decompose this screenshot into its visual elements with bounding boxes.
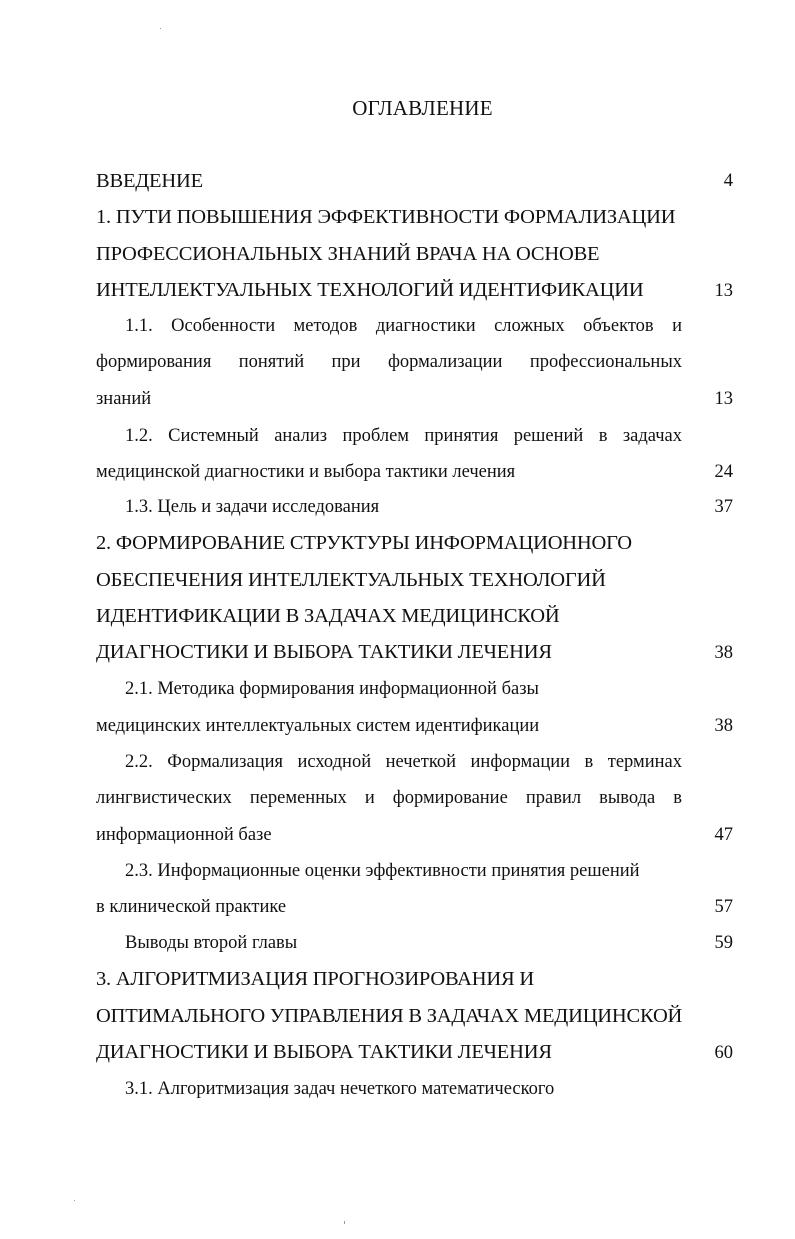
- toc-line: 1.1. Особенности методов диагностики сложных объектов и: [125, 316, 682, 336]
- toc-line: медицинских интеллектуальных систем идентификации: [96, 716, 540, 736]
- toc-page-number: 60: [714, 1043, 733, 1063]
- toc-line: знаний: [96, 389, 152, 409]
- toc-page-number: 38: [714, 716, 733, 736]
- toc-line: 2.3. Информационные оценки эффективности принятия решений: [125, 861, 640, 881]
- toc-line: ВВЕДЕНИЕ: [96, 170, 203, 192]
- toc-line: ДИАГНОСТИКИ И ВЫБОРА ТАКТИКИ ЛЕЧЕНИЯ: [96, 641, 552, 663]
- toc-line: ИДЕНТИФИКАЦИИ В ЗАДАЧАХ МЕДИЦИНСКОЙ: [96, 605, 560, 627]
- toc-page-number: 24: [714, 462, 733, 482]
- toc-line: 3.1. Алгоритмизация задач нечеткого математического: [125, 1079, 555, 1099]
- toc-line: 2.2. Формализация исходной нечеткой информации в терминах: [125, 752, 682, 772]
- toc-line: 2. ФОРМИРОВАНИЕ СТРУКТУРЫ ИНФОРМАЦИОННОГО: [96, 532, 632, 554]
- toc-line: 1.2. Системный анализ проблем принятия решений в задачах: [125, 426, 682, 446]
- toc-page-number: 4: [723, 171, 733, 191]
- toc-line: формирования понятий при формализации профессиональных: [96, 352, 682, 372]
- toc-line: ИНТЕЛЛЕКТУАЛЬНЫХ ТЕХНОЛОГИЙ ИДЕНТИФИКАЦИИ: [96, 279, 644, 301]
- scan-speck: [160, 28, 161, 29]
- toc-page-number: 59: [714, 933, 733, 953]
- scan-speck: [344, 1221, 345, 1224]
- toc-page-number: 38: [714, 643, 733, 663]
- toc-line: 1. ПУТИ ПОВЫШЕНИЯ ЭФФЕКТИВНОСТИ ФОРМАЛИЗАЦИИ: [96, 206, 676, 228]
- toc-page-number: 37: [714, 497, 733, 517]
- toc-page-number: 13: [714, 389, 733, 409]
- toc-page-number: 57: [714, 897, 733, 917]
- toc-line: ОБЕСПЕЧЕНИЯ ИНТЕЛЛЕКТУАЛЬНЫХ ТЕХНОЛОГИЙ: [96, 569, 606, 591]
- toc-line: лингвистических переменных и формирование правил вывода в: [96, 788, 682, 808]
- toc-line: Выводы второй главы: [125, 933, 298, 953]
- toc-page-number: 47: [714, 825, 733, 845]
- toc-line: 1.3. Цель и задачи исследования: [125, 497, 380, 517]
- toc-line: информационной базе: [96, 825, 272, 845]
- toc-line: 2.1. Методика формирования информационной базы: [125, 679, 539, 699]
- toc-line: ДИАГНОСТИКИ И ВЫБОРА ТАКТИКИ ЛЕЧЕНИЯ: [96, 1041, 552, 1063]
- toc-line: медицинской диагностики и выбора тактики лечения: [96, 462, 516, 482]
- toc-line: 3. АЛГОРИТМИЗАЦИЯ ПРОГНОЗИРОВАНИЯ И: [96, 968, 534, 990]
- toc-line: ПРОФЕССИОНАЛЬНЫХ ЗНАНИЙ ВРАЧА НА ОСНОВЕ: [96, 243, 600, 265]
- toc-line: ОПТИМАЛЬНОГО УПРАВЛЕНИЯ В ЗАДАЧАХ МЕДИЦИНСКОЙ: [96, 1005, 683, 1027]
- toc-page-number: 13: [714, 281, 733, 301]
- toc-line: в клинической практике: [96, 897, 287, 917]
- scan-speck: [74, 1200, 75, 1201]
- page-title: ОГЛАВЛЕНИЕ: [352, 96, 493, 120]
